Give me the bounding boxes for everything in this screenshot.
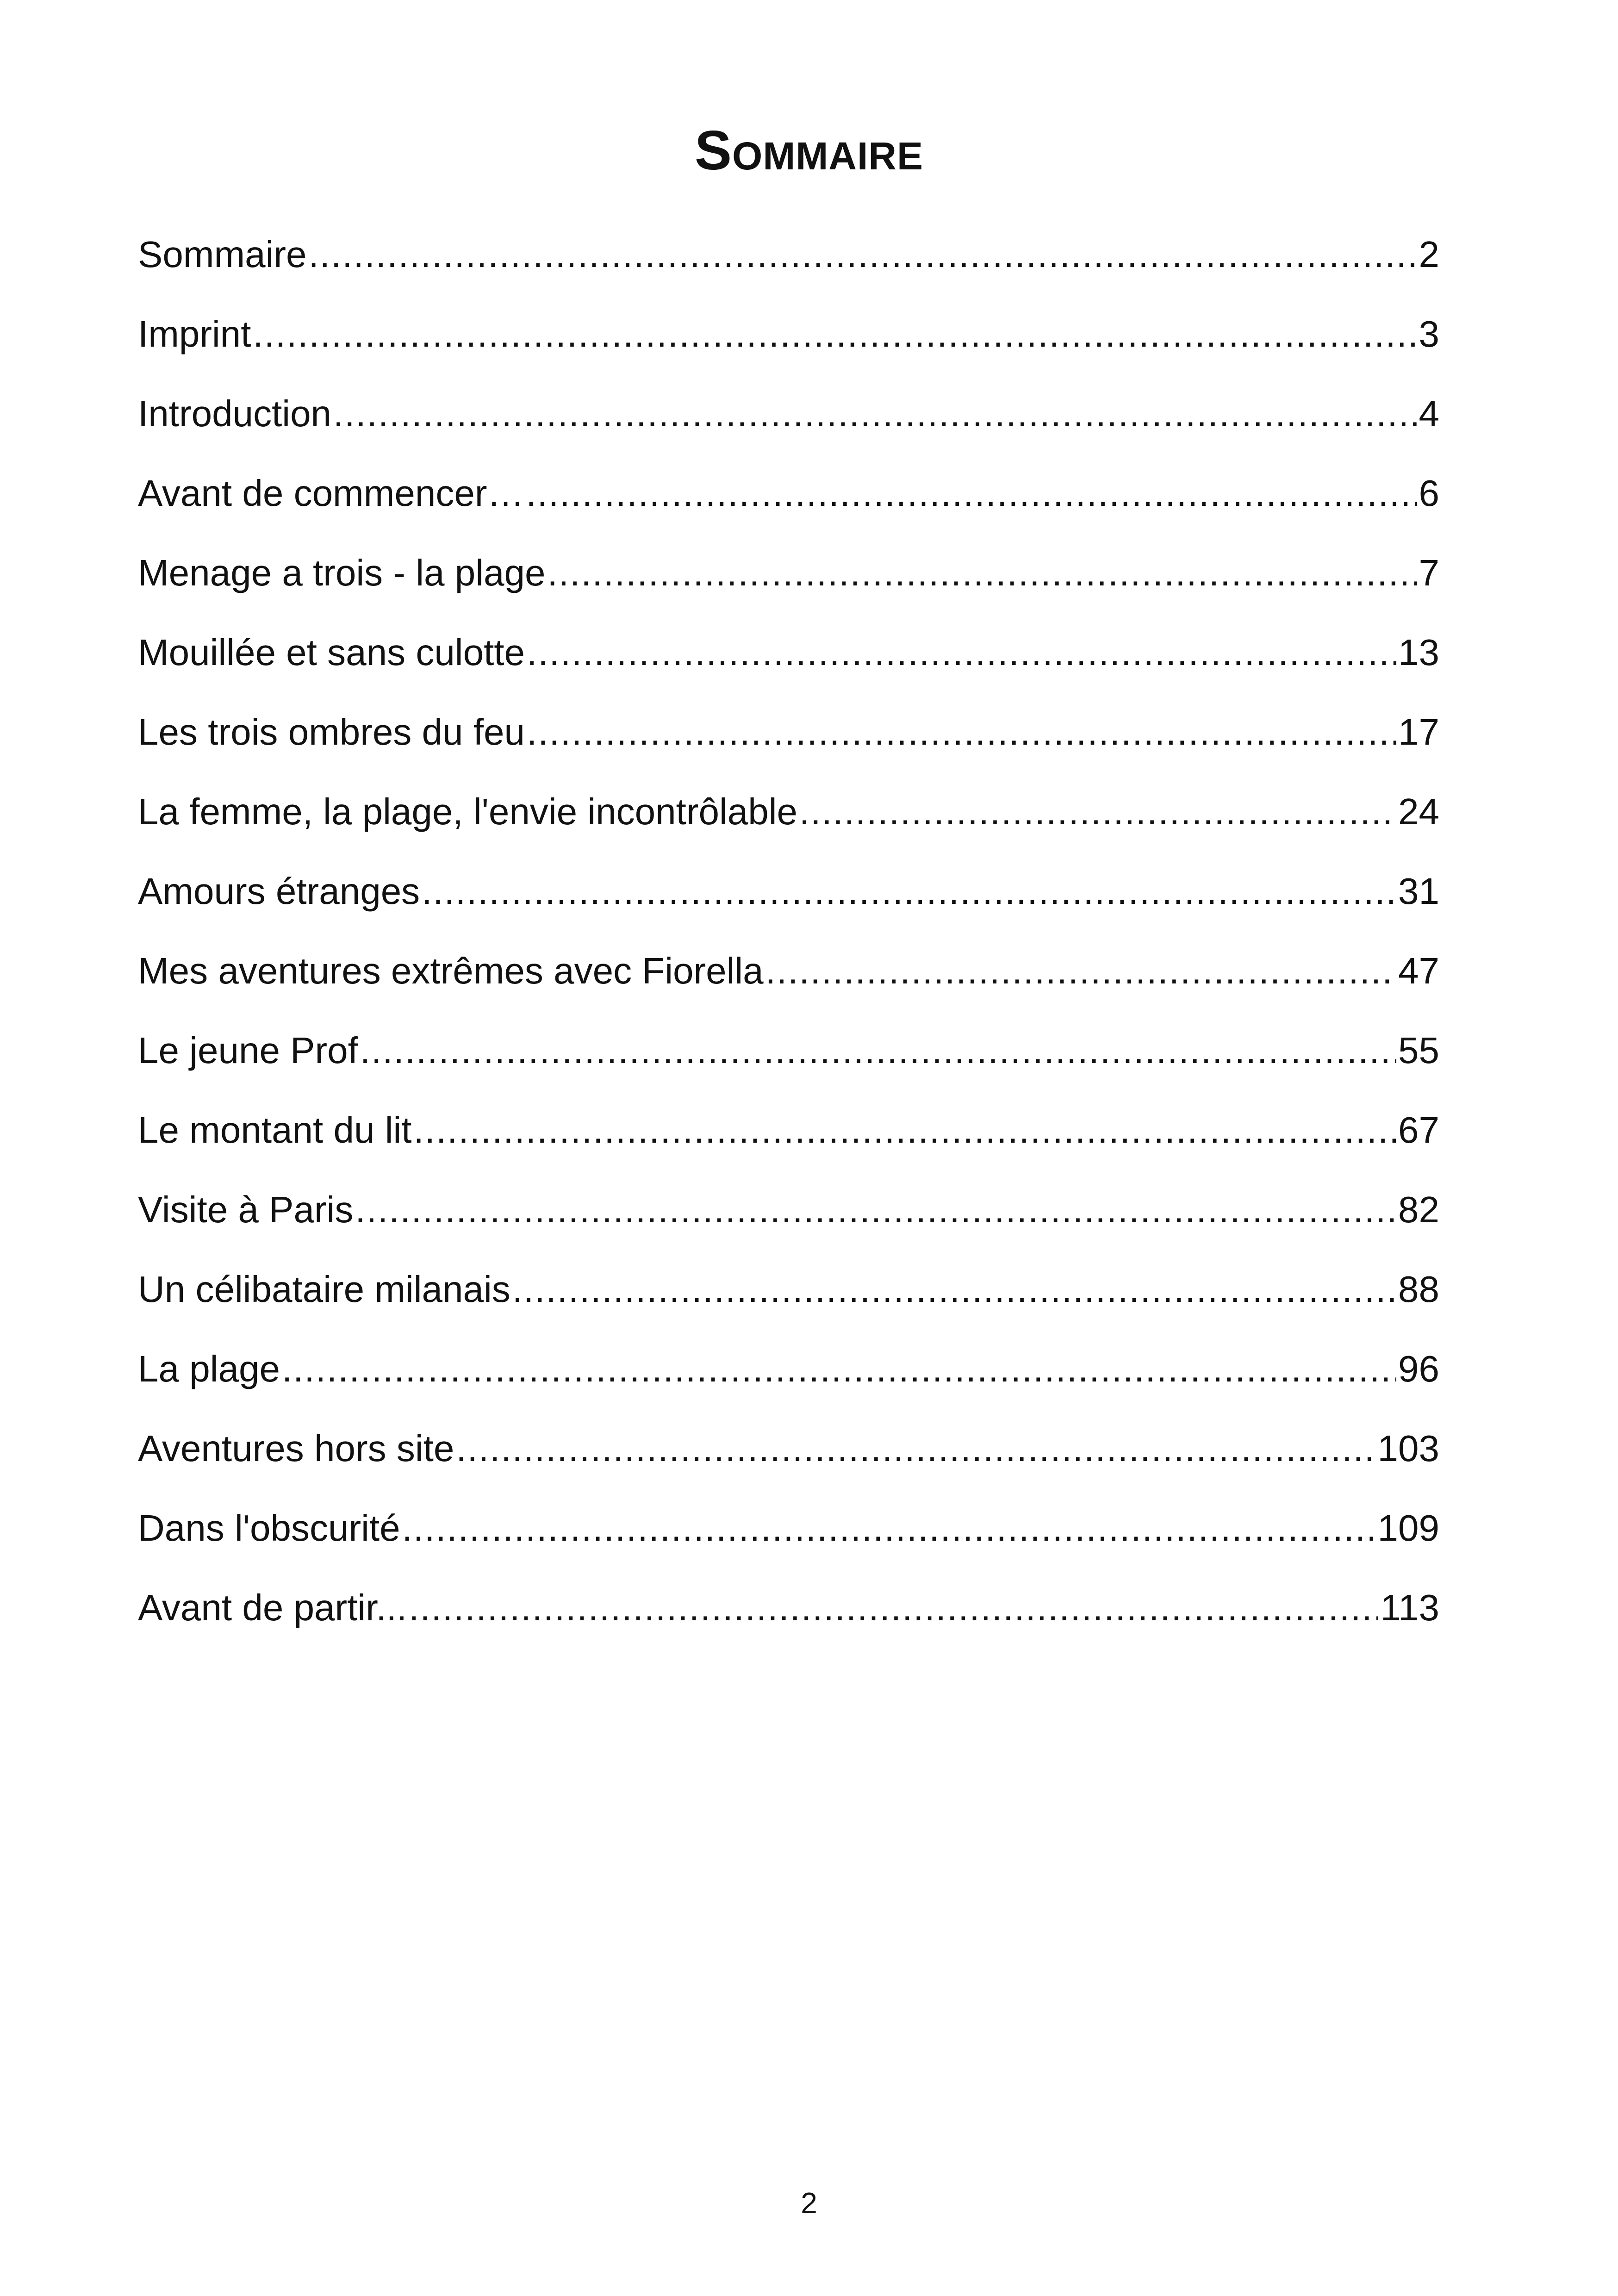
toc-entry-page: 96	[1398, 1348, 1439, 1389]
toc-dot-leader	[333, 386, 1417, 442]
toc-entry-label: Amours étranges	[138, 871, 420, 912]
toc-entry-label: Visite à Paris	[138, 1189, 354, 1230]
toc-entry-label: Dans l'obscurité	[138, 1507, 400, 1549]
toc-dot-leader	[360, 1023, 1396, 1078]
toc-entry-page: 3	[1419, 313, 1439, 355]
toc-entry-page: 7	[1419, 552, 1439, 593]
toc-dot-leader	[512, 1262, 1396, 1317]
toc-entry-page: 103	[1377, 1428, 1439, 1469]
toc-entry[interactable]	[138, 864, 1439, 943]
table-of-contents	[138, 227, 1439, 1660]
toc-entry[interactable]	[138, 466, 1439, 545]
toc-entry[interactable]	[138, 704, 1439, 784]
toc-entry-page: 109	[1377, 1507, 1439, 1549]
toc-entry-label: Avant de partir...	[138, 1587, 407, 1628]
toc-dot-leader	[527, 704, 1396, 760]
toc-entry-page: 47	[1398, 950, 1439, 991]
toc-entry-label: La femme, la plage, l'envie incontrôlable	[138, 791, 797, 832]
toc-dot-leader	[456, 1421, 1375, 1476]
toc-dot-leader	[765, 943, 1396, 999]
toc-entry-page: 17	[1398, 711, 1439, 753]
toc-entry[interactable]	[138, 1341, 1439, 1421]
toc-dot-leader	[527, 625, 1396, 680]
toc-dot-leader	[422, 864, 1396, 919]
toc-dot-leader	[799, 784, 1396, 840]
toc-entry[interactable]	[138, 943, 1439, 1023]
toc-entry-label: Le jeune Prof	[138, 1030, 358, 1071]
toc-entry[interactable]	[138, 1500, 1439, 1580]
toc-dot-leader	[309, 227, 1417, 282]
toc-entry-page: 82	[1398, 1189, 1439, 1230]
toc-entry-label: Introduction	[138, 393, 332, 434]
toc-entry[interactable]	[138, 1182, 1439, 1262]
toc-entry-page: 113	[1380, 1587, 1439, 1628]
toc-entry-label: Le montant du lit	[138, 1109, 412, 1151]
toc-entry-label: Aventures hors site	[138, 1428, 454, 1469]
toc-dot-leader	[413, 1102, 1396, 1158]
toc-dot-leader	[409, 1580, 1378, 1636]
toc-entry-label: Mes aventures extrêmes avec Fiorella	[138, 950, 764, 991]
toc-entry-page: 88	[1398, 1269, 1439, 1310]
toc-entry[interactable]	[138, 1102, 1439, 1182]
toc-entry-label: Sommaire	[138, 234, 307, 275]
toc-entry-label: La plage	[138, 1348, 280, 1389]
toc-entry-page: 6	[1419, 473, 1439, 514]
toc-entry[interactable]	[138, 1421, 1439, 1500]
toc-entry[interactable]	[138, 306, 1439, 386]
toc-entry-page: 24	[1398, 791, 1439, 832]
page-title: Sommaire	[694, 119, 923, 181]
toc-entry[interactable]	[138, 227, 1439, 306]
toc-entry[interactable]	[138, 1580, 1439, 1660]
toc-dot-leader	[402, 1500, 1376, 1556]
toc-entry-page: 31	[1398, 871, 1439, 912]
toc-entry-label: Les trois ombres du feu	[138, 711, 525, 753]
toc-entry[interactable]	[138, 1262, 1439, 1341]
toc-entry-page: 2	[1419, 234, 1439, 275]
toc-entry-label: Un célibataire milanais	[138, 1269, 510, 1310]
toc-dot-leader	[355, 1182, 1396, 1238]
toc-entry-label: Avant de commencer…	[138, 473, 524, 514]
toc-entry[interactable]	[138, 625, 1439, 704]
toc-entry[interactable]	[138, 545, 1439, 625]
toc-entry[interactable]	[138, 1023, 1439, 1102]
toc-dot-leader	[548, 545, 1417, 601]
toc-dot-leader	[526, 466, 1417, 521]
toc-entry-label: Imprint	[138, 313, 251, 355]
toc-entry-page: 4	[1419, 393, 1439, 434]
toc-entry-page: 67	[1398, 1109, 1439, 1151]
toc-dot-leader	[282, 1341, 1396, 1397]
toc-entry[interactable]	[138, 386, 1439, 466]
page-number: 2	[801, 2186, 817, 2220]
toc-entry-label: Menage a trois - la plage	[138, 552, 546, 593]
toc-entry-page: 13	[1398, 632, 1439, 673]
toc-entry-page: 55	[1398, 1030, 1439, 1071]
toc-entry[interactable]	[138, 784, 1439, 864]
toc-dot-leader	[253, 306, 1417, 362]
toc-entry-label: Mouillée et sans culotte	[138, 632, 525, 673]
